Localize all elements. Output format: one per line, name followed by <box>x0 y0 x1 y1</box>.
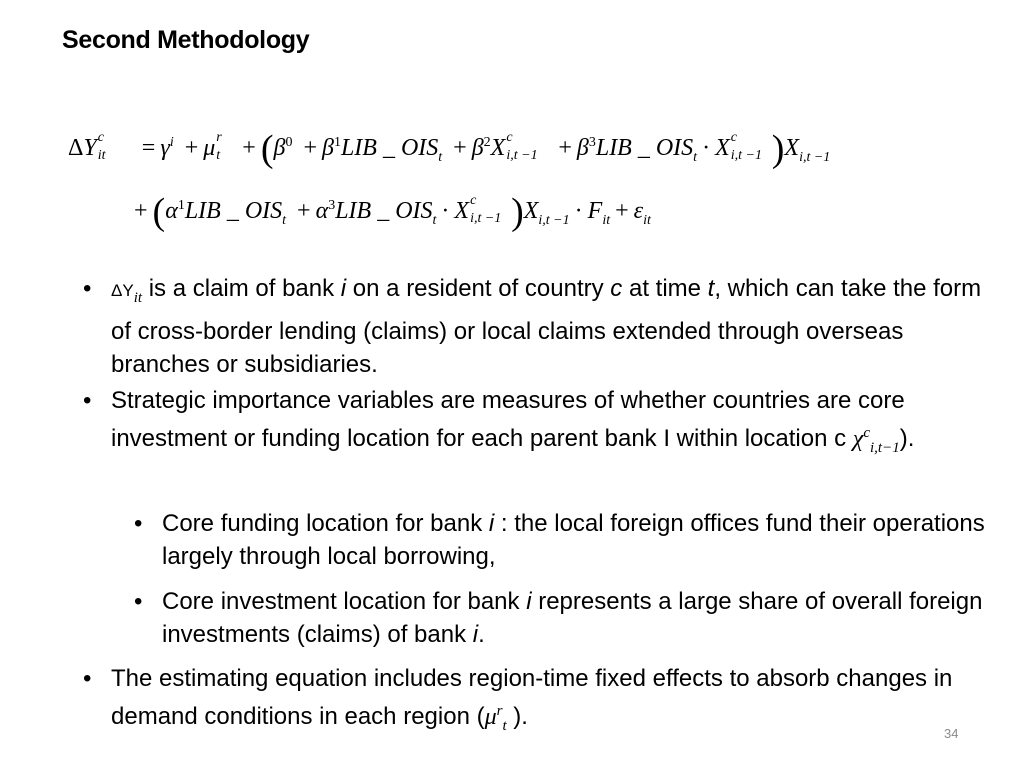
text: Core funding location for bank <box>162 510 489 537</box>
delta-y-subscript: it <box>133 289 143 306</box>
var-c: c <box>610 275 623 302</box>
text: represents a large share of overall foreign investments (claims) of bank <box>162 588 983 648</box>
slide-title: Second Methodology <box>62 26 310 54</box>
mu-superscript: r <box>496 703 503 719</box>
text: at time <box>622 275 708 302</box>
chi-symbol: χ <box>852 426 864 452</box>
mu-subscript: t <box>502 717 507 734</box>
sub-bullet-core-funding <box>134 507 992 573</box>
text: is a claim of bank <box>142 275 341 302</box>
bullet-dot: • <box>83 387 92 414</box>
bullet-dot: • <box>83 275 92 302</box>
text: , which can take the form of cross-border lending (claims) or local claims extended through overseas branches or subsidiaries. <box>111 275 982 378</box>
bullet-dot: • <box>83 665 92 692</box>
text: ). <box>506 703 528 730</box>
page-number: 34 <box>944 726 959 741</box>
equation-line-2: + ($\alpha^1LIB$ _ $OIS_t + \alpha^3LIB$ _ $OIS_t \cdot X$ c i,t −1 )$X_{i,t -1} \cdot F_{it} + \varepsilon_{it}$ <box>134 191 651 233</box>
sub-bullet-core-investment <box>134 585 992 651</box>
bullet-estimating-equation <box>83 662 1001 743</box>
var-t: t <box>707 275 715 302</box>
var-i: i <box>472 621 479 648</box>
text: Strategic importance variables are measures of whether countries are core investment or funding location for each parent bank I within location c <box>111 387 905 452</box>
text: Core investment location for bank <box>162 588 527 615</box>
bullet-dot: • <box>134 510 143 537</box>
equation-line-1: ΔY c it = $\gamma^i + \mu$ r t + ($\beta^0 + \beta^1LIB$ _ $OIS_t + \beta^2X$ c i,t −1 + $\beta^3LIB$ _ $OIS_t \cdot X$ c i,t −1 )$X_{i,t -1}$ <box>68 128 831 170</box>
text: The estimating equation includes region-time fixed effects to absorb changes in demand conditions in each region ( <box>111 665 953 730</box>
chi-superscript: c <box>863 425 870 441</box>
var-i: i <box>340 275 347 302</box>
text: ). <box>899 425 915 452</box>
var-i: i <box>488 510 495 537</box>
mu-symbol: μ <box>484 704 497 730</box>
text: on a resident of country <box>346 275 611 302</box>
var-i: i <box>526 588 532 615</box>
bullet-dot: • <box>134 588 143 615</box>
text: . <box>478 621 485 648</box>
text: : the local foreign offices fund their operations largely through local borrowing, <box>162 510 985 570</box>
delta-y-symbol: ΔY <box>111 281 134 300</box>
bullet-claim-definition <box>83 272 1001 381</box>
bullet-strategic-importance <box>83 384 1001 465</box>
chi-subscript: i,t−1 <box>870 439 900 456</box>
